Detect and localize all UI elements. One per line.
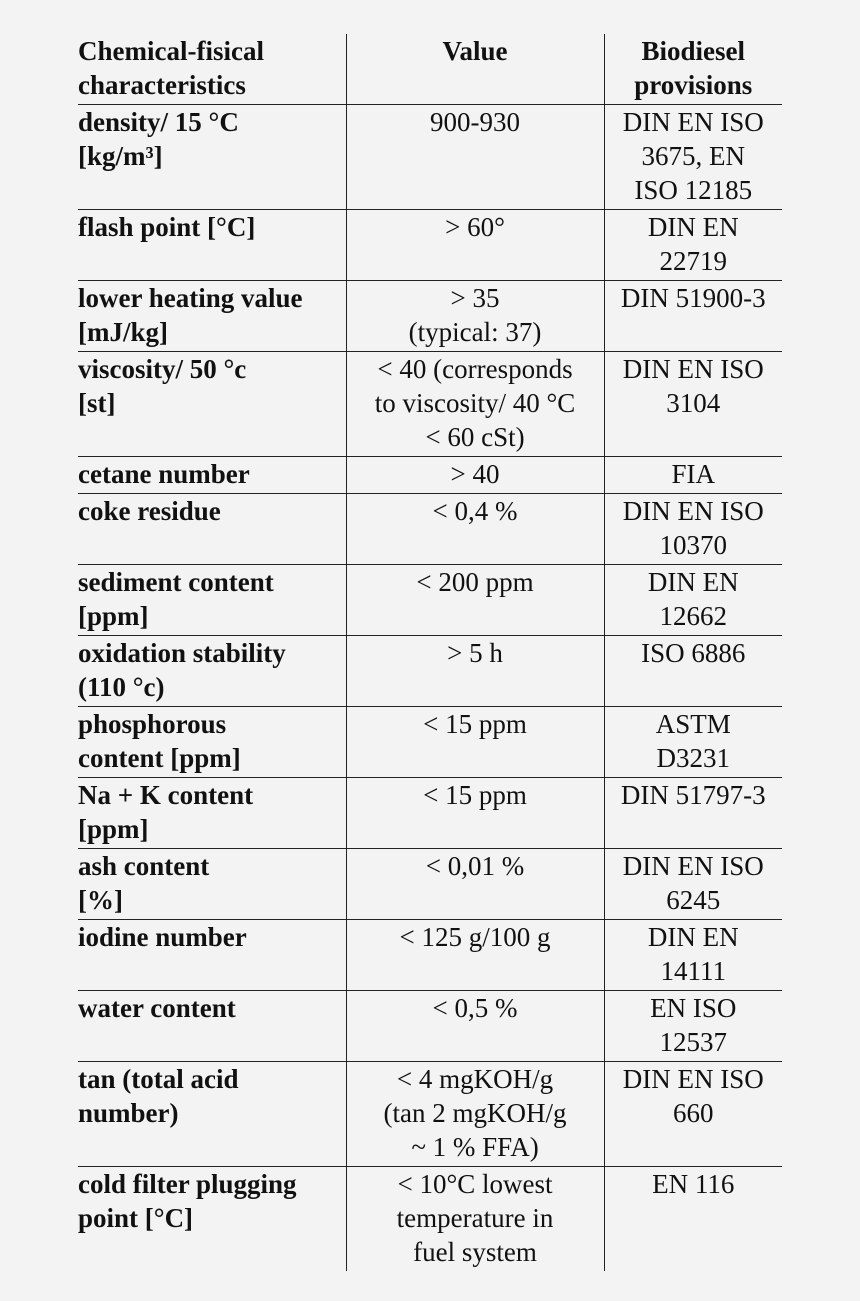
provisions-cell-text: DIN EN ISO 10370 [622,496,764,560]
header-characteristics: Chemical-fisical characteristics [78,36,264,100]
table-row [78,991,782,1062]
provisions-cell [604,494,782,565]
table-row [78,1167,782,1272]
provisions-cell-text: DIN 51900-3 [620,283,766,313]
provisions-cell-text: DIN EN 12662 [647,567,739,631]
value-cell [346,1062,604,1167]
header-provisions: Biodiesel provisions [604,34,782,105]
value-cell-text: > 35 (typical: 37) [408,283,542,347]
value-cell [346,636,604,707]
provisions-cell [604,457,782,494]
value-cell [346,210,604,281]
table-row [78,920,782,991]
characteristic-cell [78,849,346,920]
value-cell-text: < 0,4 % [432,496,518,526]
biodiesel-spec-table [78,34,782,1271]
characteristic-cell-text: oxidation stability (110 °c) [78,638,286,702]
characteristic-cell [78,352,346,457]
characteristic-cell-text: cold filter plugging point [°C] [78,1169,297,1233]
value-cell-text: > 5 h [447,638,503,668]
value-cell-text: 900-930 [430,107,520,137]
provisions-cell [604,636,782,707]
provisions-cell-text: ASTM D3231 [655,709,731,773]
characteristic-cell [78,1062,346,1167]
value-cell-text: > 40 [450,459,500,489]
provisions-cell [604,352,782,457]
provisions-cell [604,565,782,636]
characteristic-cell-text: cetane number [78,459,250,489]
value-cell [346,849,604,920]
provisions-cell [604,849,782,920]
value-cell [346,991,604,1062]
provisions-cell-text: DIN EN ISO 660 [622,1064,764,1128]
value-cell-text: < 15 ppm [423,780,527,810]
table-row [78,1062,782,1167]
provisions-cell-text: EN ISO 12537 [650,993,737,1057]
value-cell-text: < 10°C lowest temperature in fuel system [396,1169,554,1267]
provisions-cell-text: ISO 6886 [641,638,746,668]
value-cell-text: > 60° [445,212,505,242]
provisions-cell-text: DIN EN 22719 [647,212,739,276]
characteristic-cell [78,707,346,778]
characteristic-cell [78,494,346,565]
characteristic-cell [78,991,346,1062]
table-row [78,849,782,920]
value-cell-text: < 0,01 % [425,851,525,881]
provisions-cell [604,991,782,1062]
characteristic-cell-text: density/ 15 °C [kg/m³] [78,107,239,171]
header-value: Value [346,34,604,105]
provisions-cell [604,210,782,281]
value-cell [346,920,604,991]
table-row [78,457,782,494]
provisions-cell-text: EN 116 [652,1169,735,1199]
provisions-cell-text: DIN EN ISO 3104 [622,354,764,418]
characteristic-cell-text: phosphorous content [ppm] [78,709,241,773]
provisions-cell [604,920,782,991]
table-row [78,105,782,210]
value-cell [346,352,604,457]
provisions-cell-text: DIN EN ISO 6245 [622,851,764,915]
table-body [78,105,782,1272]
value-cell-text: < 125 g/100 g [399,922,551,952]
characteristic-cell-text: water content [78,993,236,1023]
characteristic-cell-text: coke residue [78,496,221,526]
value-cell [346,281,604,352]
provisions-cell [604,1167,782,1272]
characteristic-cell [78,105,346,210]
provisions-cell-text: DIN EN ISO 3675, EN ISO 12185 [622,107,764,205]
table-row [78,352,782,457]
value-cell [346,778,604,849]
table-row [78,707,782,778]
provisions-cell [604,281,782,352]
characteristic-cell-text: lower heating value [mJ/kg] [78,283,303,347]
characteristic-cell [78,565,346,636]
table-header-row [78,34,782,105]
characteristic-cell [78,457,346,494]
provisions-cell [604,1062,782,1167]
characteristic-cell [78,920,346,991]
provisions-cell-text: FIA [671,459,715,489]
table-row [78,281,782,352]
characteristic-cell-text: viscosity/ 50 °c [st] [78,354,247,418]
value-cell-text: < 4 mgKOH/g (tan 2 mgKOH/g ~ 1 % FFA) [383,1064,567,1162]
characteristic-cell [78,1167,346,1272]
characteristic-cell [78,210,346,281]
characteristic-cell [78,281,346,352]
characteristic-cell-text: ash content [%] [78,851,210,915]
table-row [78,636,782,707]
provisions-cell [604,778,782,849]
characteristic-cell-text: tan (total acid number) [78,1064,239,1128]
characteristic-cell [78,778,346,849]
characteristic-cell-text: Na + K content [ppm] [78,780,254,844]
value-cell [346,105,604,210]
characteristic-cell-text: flash point [°C] [78,212,256,242]
characteristic-cell-text: sediment content [ppm] [78,567,274,631]
provisions-cell [604,707,782,778]
characteristic-cell-text: iodine number [78,922,247,952]
provisions-cell-text: DIN EN 14111 [647,922,739,986]
characteristic-cell [78,636,346,707]
provisions-cell [604,105,782,210]
value-cell [346,565,604,636]
value-cell-text: < 0,5 % [432,993,518,1023]
value-cell [346,494,604,565]
table-row [78,210,782,281]
value-cell [346,457,604,494]
value-cell [346,1167,604,1272]
value-cell-text: < 200 ppm [416,567,534,597]
value-cell [346,707,604,778]
value-cell-text: < 15 ppm [423,709,527,739]
table-row [78,494,782,565]
provisions-cell-text: DIN 51797-3 [620,780,766,810]
table-row [78,778,782,849]
table-row [78,565,782,636]
value-cell-text: < 40 (corresponds to viscosity/ 40 °C < 60 cSt) [374,354,576,452]
